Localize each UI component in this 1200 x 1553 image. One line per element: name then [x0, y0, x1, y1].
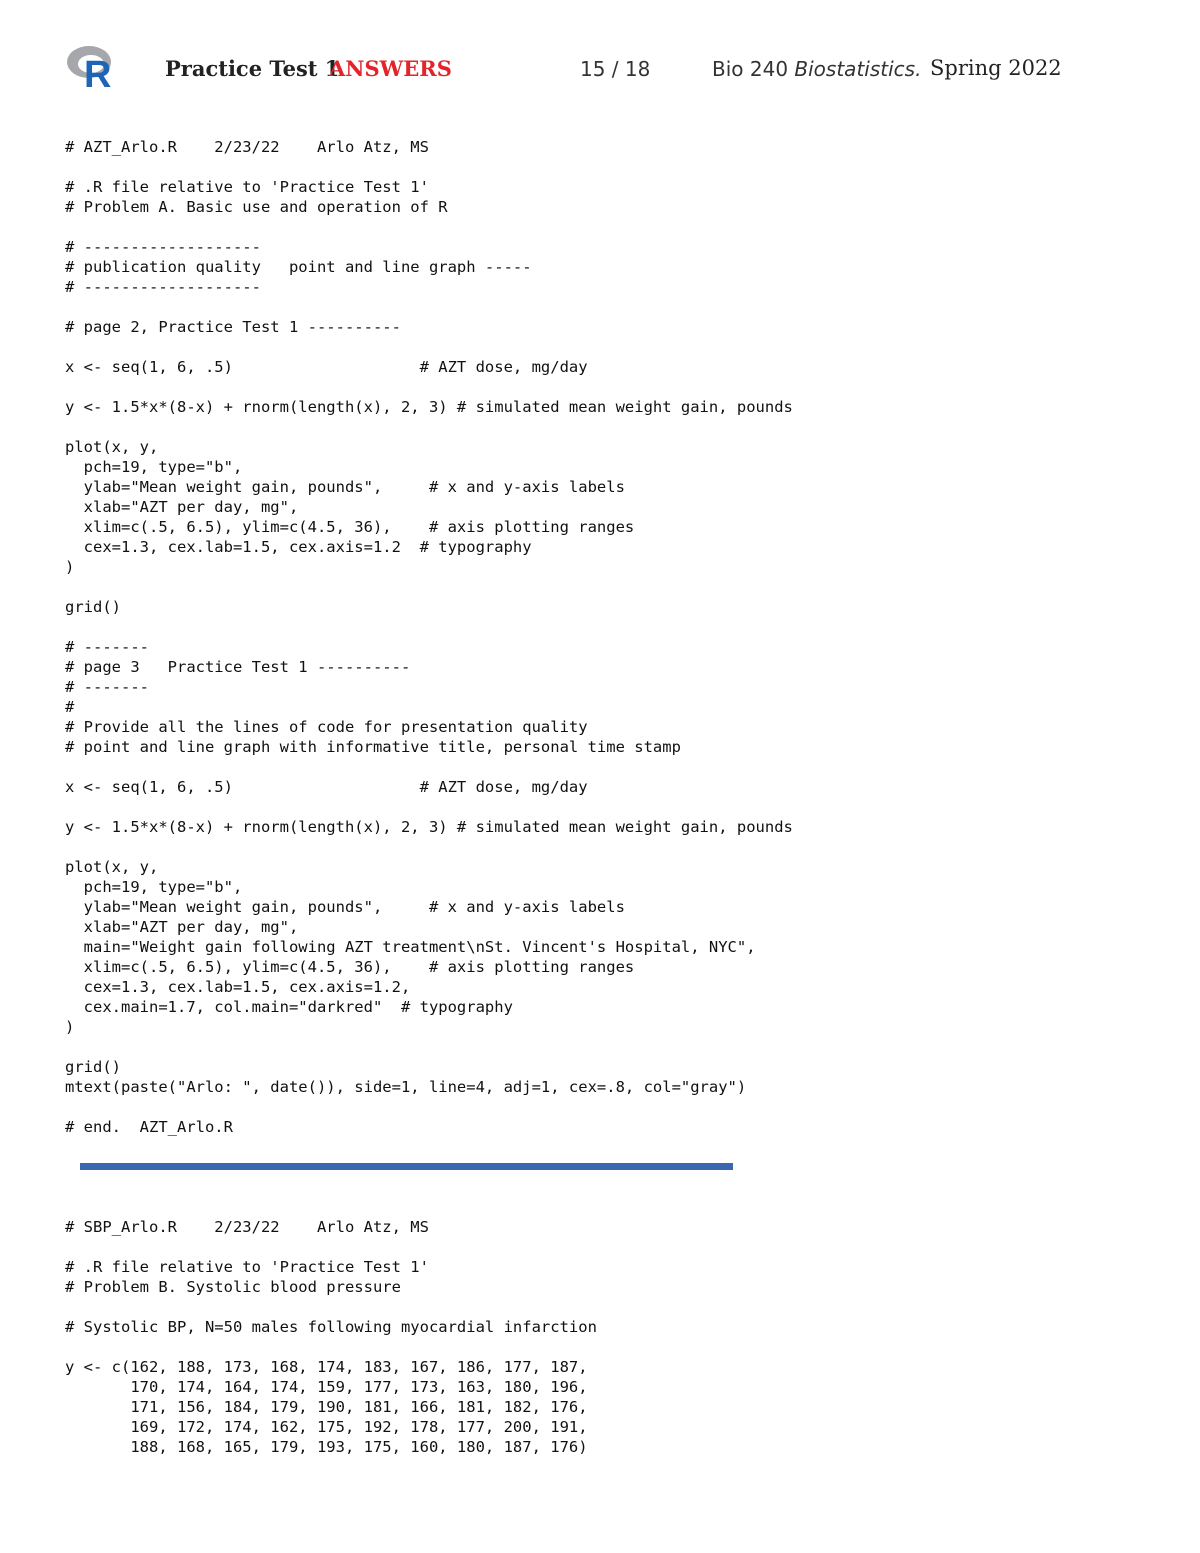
page-header: [0, 40, 1200, 90]
page-number: 15 / 18: [580, 57, 651, 81]
course-name: Biostatistics.: [794, 57, 922, 81]
r-logo-icon: [66, 43, 116, 89]
answers-label: ANSWERS: [329, 56, 452, 81]
logo-letter: R: [84, 54, 112, 89]
term-label: Spring 2022: [930, 56, 1062, 80]
code-block-sbp: # SBP_Arlo.R 2/23/22 Arlo Atz, MS # .R file relative to 'Practice Test 1' # Problem B. Systolic blood pressure # Systolic BP, N=50 males following myocardial infarction y <- c(162, 188, 173, 168, 174, 183, 167, 186, 177, 187, 170, 174, 164, 174, 159, 177, 173, 163, 180, 196, 171, 156, 184, 179, 190, 181, 166, 181, 182, 176, 169, 172, 174, 162, 175, 192, 178, 177, 200, 191, 188, 168, 165, 179, 193, 175, 160, 180, 187, 176): [65, 1218, 597, 1456]
code-block-azt: # AZT_Arlo.R 2/23/22 Arlo Atz, MS # .R file relative to 'Practice Test 1' # Problem A. Basic use and operation of R # ------------------- # publication quality point and line graph ----- # ------------------- # page 2, Practice Test 1 ---------- x <- seq(1, 6, .5) # AZT dose, mg/day y <- 1.5*x*(8-x) + rnorm(length(x), 2, 3) # simulated mean weight gain, pounds plot(x, y, pch=19, type="b", ylab="Mean weight gain, pounds", # x and y-axis labels xlab="AZT per day, mg", xlim=c(.5, 6.5), ylim=c(4.5, 36), # axis plotting ranges cex=1.3, cex.lab=1.5, cex.axis=1.2 # typography ) grid() # ------- # page 3 Practice Test 1 ---------- # ------- # # Provide all the lines of code for presentation quality # point and line graph with informative title, personal time stamp x <- seq(1, 6, .5) # AZT dose, mg/day y <- 1.5*x*(8-x) + rnorm(length(x), 2, 3) # simulated mean weight gain, pounds plot(x, y, pch=19, type="b", ylab="Mean weight gain, pounds", # x and y-axis labels xlab="AZT per day, mg", main="Weight gain following AZT treatment\nSt. Vincent's Hospital, NYC", xlim=c(.5, 6.5), ylim=c(4.5, 36), # axis plotting ranges cex=1.3, cex.lab=1.5, cex.axis=1.2, cex.main=1.7, col.main="darkred" # typography ) grid() mtext(paste("Arlo: ", date()), side=1, line=4, adj=1, cex=.8, col="gray") # end. AZT_Arlo.R: [65, 138, 793, 1136]
course-prefix: Bio 240: [712, 57, 795, 81]
section-divider: [80, 1163, 733, 1170]
course-label: [712, 57, 921, 81]
doc-title: Practice Test 1: [165, 56, 340, 81]
